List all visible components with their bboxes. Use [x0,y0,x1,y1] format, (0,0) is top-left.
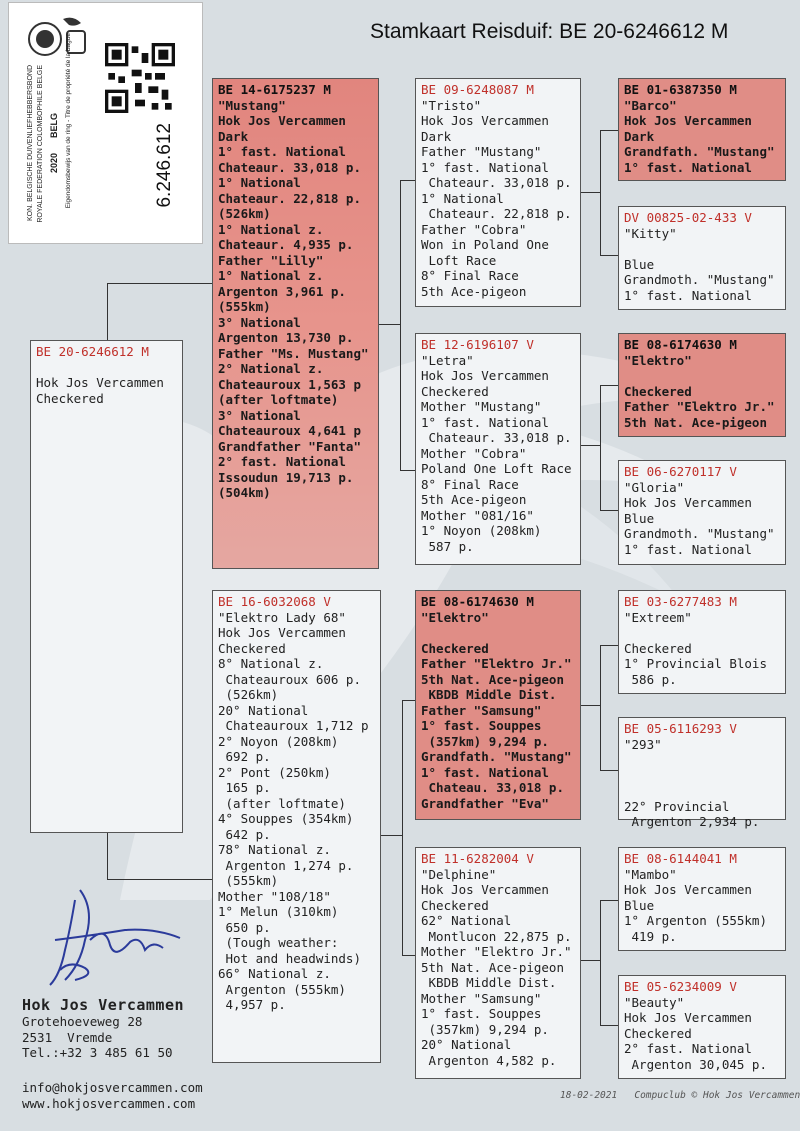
ring-certificate [8,2,203,244]
ring-id: BE 08-6144041 M [624,851,737,866]
pedigree-line: "Elektro Lady 68" [218,609,346,625]
pedigree-line: Checkered [36,390,104,406]
contact-block [22,1080,203,1112]
pedigree-line: Hok Jos Vercammen [624,1010,752,1025]
ring-year: 2020 [49,153,59,174]
pedigree-line: 642 p. [218,826,271,842]
owner-city: 2531 Vremde [22,1029,113,1045]
pedigree-line: (after loftmate) [218,795,346,811]
pedigree-line: (526km) [218,206,271,221]
ring-id: BE 08-6174630 M [421,594,534,609]
pedigree-line: Mother "081/16" [421,507,534,523]
box-sd-sire [618,333,786,437]
pedigree-line: 8° Final Race [421,268,519,283]
pedigree-line: Chateaur. 22,818 p. [421,206,572,221]
pedigree-line: 1° National z. [218,221,324,237]
pedigree-line: 62° National [421,913,512,928]
pedigree-line: 5th Ace-pigeon [421,283,527,299]
pedigree-line [624,783,780,799]
pedigree-line: "Delphine" [421,866,497,882]
pedigree-line: Hot and headwinds) [218,950,361,966]
pedigree-line [624,241,780,257]
pedigree-line: Hok Jos Vercammen [624,882,752,897]
pedigree-line: Father "Mustang" [421,144,542,159]
pedigree-line: 1° Argenton (555km) [624,913,767,928]
box-dam-dam [415,847,581,1079]
pedigree-line: Father "Ms. Mustang" [218,345,369,361]
pedigree-line: Blue [624,510,655,526]
pedigree-line: Grandfather "Fanta" [218,438,361,454]
pedigree-line: Chateaur. 33,018 p. [421,175,572,190]
ring-id: BE 06-6270117 V [624,464,737,479]
pedigree-line: Won in Poland One [421,237,549,252]
pedigree-line: Checkered [624,640,692,656]
box-ss-dam [618,206,786,310]
pedigree-line: 1° fast. National [624,541,752,557]
pedigree-line: Chateauroux 1,563 p [218,376,361,392]
pedigree-line: Father "Elektro Jr." [624,399,775,414]
pedigree-line: 78° National z. [218,842,331,857]
pedigree-line: 4° Souppes (354km) [218,811,354,826]
ring-number: 6.246.612 [154,123,175,208]
pedigree-line: 3° National [218,407,301,423]
pedigree-line: 20° National [218,702,309,718]
pedigree-line: 2° Noyon (208km) [218,733,339,749]
owner-email[interactable]: info@hokjosvercammen.com [22,1080,203,1095]
pedigree-line: Grandmoth. "Mustang" [624,526,775,541]
pedigree-line: 4,957 p. [218,997,286,1012]
ring-federation-nl: KON. BELGISCHE DUIVENLIEFHEBBERSBOND [27,65,34,221]
ring-id: BE 11-6282004 V [421,851,534,866]
pedigree-line: Argenton 1,274 p. [218,857,354,873]
ring-id: BE 05-6116293 V [624,721,737,736]
pedigree-line: 1° fast. Souppes [421,1006,542,1021]
pedigree-line: 1° Noyon (208km) [421,523,542,538]
pedigree-line: 1° fast. National [421,159,549,175]
ring-id: BE 20-6246612 M [36,344,149,359]
pedigree-line: 1° National [421,190,504,206]
box-sire-sire [415,78,581,307]
pedigree-line: Dark [218,128,249,144]
kbdb-logo-icon [23,13,89,61]
ring-country: BELG [49,113,59,139]
pedigree-line: 1° fast. National [421,764,549,780]
ring-federation-fr: ROYALE FEDERATION COLOMBOPHILE BELGE [37,65,44,223]
pedigree-line: Mother "Cobra" [421,445,527,461]
pedigree-line: Mother "108/18" [218,888,331,904]
pedigree-line: 22° Provincial [624,798,730,814]
pedigree-line: 1° Melun (310km) [218,904,339,919]
pedigree-line: "Mambo" [624,866,677,882]
pedigree-line: Grandfath. "Mustang" [624,144,775,159]
pedigree-line: Hok Jos Vercammen [624,495,752,510]
pedigree-line: Blue [624,256,655,272]
pedigree-line: (357km) 9,294 p. [421,1021,549,1037]
pedigree-line: Chateaur. 33,018 p. [218,159,361,175]
box-ds-sire [618,590,786,694]
pedigree-line: Argenton (555km) [218,981,346,997]
owner-name: Hok Jos Vercammen [22,996,185,1014]
pedigree-line: Chateauroux 4,641 p [218,423,361,438]
pedigree-line: 586 p. [624,671,677,687]
box-sire [212,78,379,569]
pedigree-line: Hok Jos Vercammen [421,113,549,128]
pedigree-line: "Extreem" [624,609,692,625]
pedigree-line: Checkered [421,897,489,913]
pedigree-line: 5th Nat. Ace-pigeon [624,414,767,430]
pedigree-line [624,752,780,768]
pedigree-line: Checkered [624,383,692,399]
pedigree-line: Hok Jos Vercammen [218,625,346,640]
box-dd-dam [618,975,786,1079]
box-sire-dam [415,333,581,565]
pedigree-line: Mother "Samsung" [421,990,542,1006]
box-dam [212,590,381,1063]
pedigree-line: 1° fast. National [624,159,752,175]
pedigree-line: Father "Elektro Jr." [421,656,572,671]
pedigree-line: Hok Jos Vercammen [624,113,752,128]
footer-credit: 18-02-2021 Compuclub © Hok Jos Vercammen [560,1090,800,1101]
pedigree-line: (526km) [218,687,279,702]
pedigree-line: 2° Pont (250km) [218,764,331,780]
pedigree-line: 2° National z. [218,361,324,376]
pedigree-line: (357km) 9,294 p. [421,733,549,749]
box-ss-sire [618,78,786,181]
pedigree-line: "Gloria" [624,479,685,495]
box-dd-sire [618,847,786,951]
pedigree-line: "293" [624,736,662,752]
pedigree-line: Mother "Mustang" [421,399,542,414]
pedigree-line: Father "Lilly" [218,252,324,268]
pedigree-line: "Barco" [624,97,677,113]
pedigree-line: "Tristo" [421,97,482,113]
pedigree-line: Chateauroux 606 p. [218,671,361,687]
pedigree-line: Argenton 3,961 p. [218,283,346,299]
pedigree-line: 5th Nat. Ace-pigeon [421,959,564,975]
owner-street: Grotehoeveweg 28 [22,1014,143,1029]
box-sd-dam [618,460,786,565]
pedigree-line: (555km) [218,873,279,888]
owner-phone: Tel.:+32 3 485 61 50 [22,1045,173,1060]
pedigree-line: Chateau. 33,018 p. [421,780,564,795]
pedigree-line: (after loftmate) [218,392,339,407]
pedigree-line: Dark [421,128,452,144]
pedigree-line: Hok Jos Vercammen [421,882,549,897]
pedigree-line: 1° fast. National [421,414,549,430]
pedigree-line: Chateauroux 1,712 p [218,718,369,733]
pedigree-line: Chateaur. 4,935 p. [218,237,354,252]
ring-id: BE 14-6175237 M [218,82,331,97]
pedigree-line: Argenton 30,045 p. [624,1056,767,1072]
ring-id: DV 00825-02-433 V [624,210,752,225]
pedigree-line: "Letra" [421,352,474,368]
signature [35,880,185,990]
pedigree-line: 1° National z. [218,268,324,283]
pedigree-line: Poland One Loft Race [421,461,572,476]
ring-id: BE 16-6032068 V [218,594,331,609]
pedigree-line: 1° Provincial Blois [624,656,767,671]
pedigree-line [624,368,780,384]
pedigree-line: Hok Jos Vercammen [218,113,346,128]
pedigree-line [421,625,575,641]
pedigree-line: (504km) [218,485,271,500]
owner-website[interactable]: www.hokjosvercammen.com [22,1096,196,1111]
pedigree-line: Checkered [421,383,489,399]
pedigree-line: Checkered [218,640,286,656]
pedigree-line: 66° National z. [218,966,331,981]
pedigree-line: 8° National z. [218,656,324,671]
pedigree-line: Hok Jos Vercammen [421,368,549,383]
pedigree-line: Father "Cobra" [421,221,527,237]
pedigree-line: Argenton 2,934 p. [624,814,760,829]
pedigree-line: Argenton 4,582 p. [421,1052,557,1068]
box-subject-pigeon [30,340,183,833]
box-ds-dam [618,717,786,829]
pedigree-line: Argenton 13,730 p. [218,330,354,345]
pedigree-line: 5th Ace-pigeon [421,492,527,507]
pedigree-line: Grandfather "Eva" [421,795,549,811]
pedigree-line: "Elektro" [624,352,692,368]
pedigree-line: 2° fast. National [624,1041,752,1056]
pedigree-line: 20° National [421,1037,512,1052]
box-dam-sire [415,590,581,820]
pedigree-line: Chateaur. 22,818 p. [218,190,361,206]
pedigree-line: 692 p. [218,749,271,764]
pedigree-line: Grandmoth. "Mustang" [624,272,775,287]
pedigree-line: "Mustang" [218,97,286,113]
pedigree-line: Issoudun 19,713 p. [218,469,354,485]
pedigree-line: 587 p. [421,538,474,554]
pedigree-line: Grandfath. "Mustang" [421,749,572,764]
pedigree-line: Montlucon 22,875 p. [421,928,572,944]
pedigree-line: 8° Final Race [421,476,519,492]
pedigree-line: Checkered [421,640,489,656]
pedigree-line: 650 p. [218,919,271,935]
pedigree-line: (555km) [218,299,271,314]
pedigree-line: 165 p. [218,780,271,795]
pedigree-line: Blue [624,897,655,913]
ring-id: BE 09-6248087 M [421,82,534,97]
pedigree-line [624,625,780,641]
pedigree-line: "Kitty" [624,225,677,241]
qr-code-icon [105,43,175,113]
pedigree-line: 1° fast. National [624,287,752,303]
owner-block [22,996,184,1061]
page-title: Stamkaart Reisduif: BE 20-6246612 M [370,20,729,43]
pedigree-line: "Elektro" [421,609,489,625]
pedigree-line: 2° fast. National [218,454,346,469]
pedigree-line: Father "Samsung" [421,702,542,718]
pedigree-line: Hok Jos Vercammen [36,375,164,390]
ring-id: BE 05-6234009 V [624,979,737,994]
pedigree-line: KBDB Middle Dist. [421,975,557,990]
pedigree-line: 5th Nat. Ace-pigeon [421,671,564,687]
pedigree-line: Checkered [624,1025,692,1041]
ring-id: BE 08-6174630 M [624,337,737,352]
pedigree-line: Chateaur. 33,018 p. [421,430,572,445]
pedigree-line: Mother "Elektro Jr." [421,944,572,959]
pedigree-line: 3° National [218,314,301,330]
pedigree-line [36,360,177,376]
pedigree-line: 1° fast. Souppes [421,718,542,733]
pedigree-line: "Beauty" [624,994,685,1010]
pedigree-line [624,768,780,784]
pedigree-line: 419 p. [624,928,677,944]
ring-ownership: Eigendomsbewijs van de ring - Titre de propriété de la bague [65,33,72,209]
pedigree-line: (Tough weather: [218,935,339,950]
pedigree-line: Dark [624,128,655,144]
pedigree-line: Loft Race [421,252,497,268]
pedigree-line: 1° National [218,175,301,190]
ring-id: BE 01-6387350 M [624,82,737,97]
ring-id: BE 12-6196107 V [421,337,534,352]
pedigree-line: 1° fast. National [218,144,346,159]
pedigree-line: KBDB Middle Dist. [421,687,557,702]
ring-id: BE 03-6277483 M [624,594,737,609]
